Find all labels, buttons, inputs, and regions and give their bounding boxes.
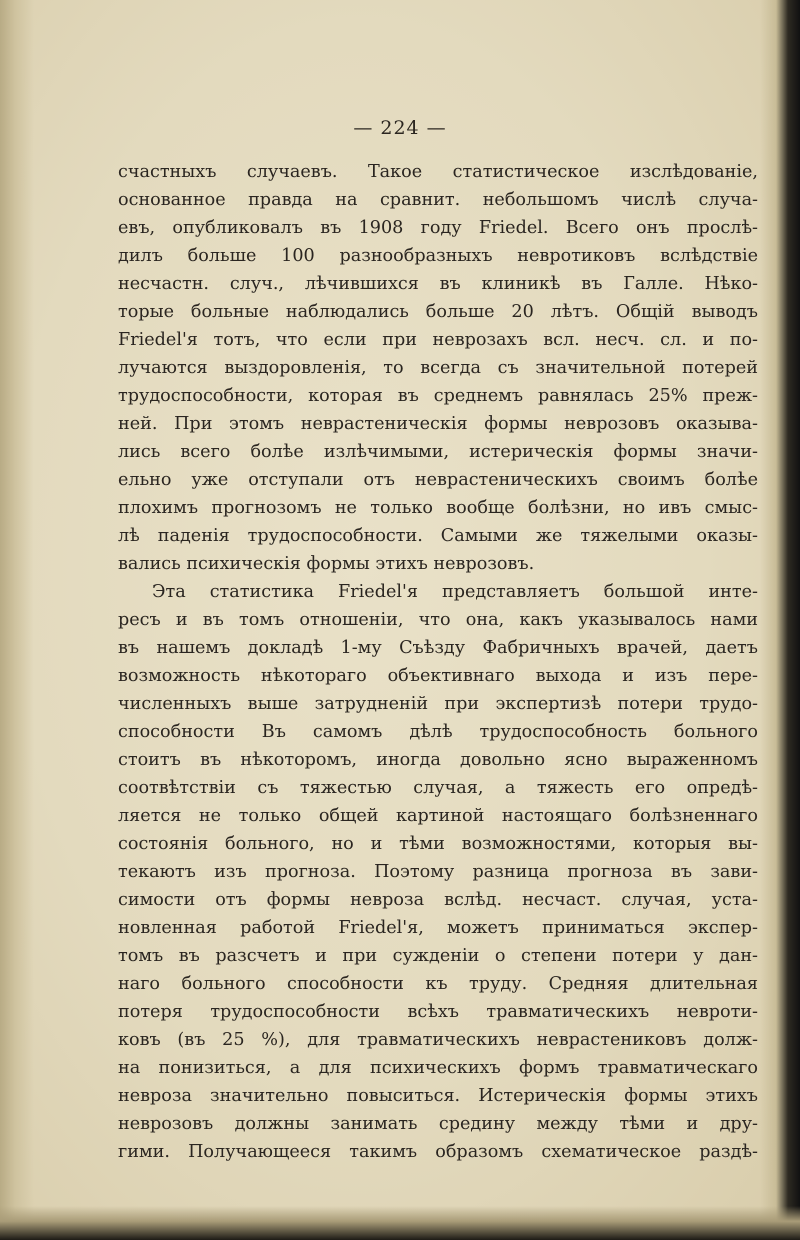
text-line: способности Въ самомъ дѣлѣ трудоспособность больного [118,722,758,742]
text-line: невроза значительно повыситься. Истерическія формы этихъ [118,1086,758,1106]
text-line: симости отъ формы невроза вслѣд. несчаст. случая, уста- [118,890,758,910]
text-line: дилъ больше 100 разнообразныхъ невротиковъ вслѣдствіе [118,246,758,266]
text-line: неврозовъ должны занимать средину между тѣми и дру- [118,1114,758,1134]
text-line: новленная работой Friedel'я, можетъ приниматься экспер- [118,918,758,938]
page-number: — 224 — [353,117,447,139]
text-line: на понизиться, а для психическихъ формъ травматическаго [118,1058,758,1078]
body-text [118,158,758,1166]
text-line: наго больного способности къ труду. Средняя длительная [118,974,758,994]
text-line: ресъ и въ томъ отношеніи, что она, какъ указывалось нами [118,610,758,630]
text-line: текаютъ изъ прогноза. Поэтому разница прогноза въ зави- [118,862,758,882]
text-line: счастныхъ случаевъ. Такое статистическое изслѣдованіе, [118,162,758,182]
text-line: трудоспособности, которая въ среднемъ равнялась 25% преж- [118,386,758,406]
text-line: лись всего болѣе излѣчимыми, истерическія формы значи- [118,442,758,462]
text-line: стоитъ въ нѣкоторомъ, иногда довольно ясно выраженномъ [118,750,758,770]
text-line: ельно уже отступали отъ неврастеническихъ своимъ болѣе [118,470,758,490]
text-line: лѣ паденія трудоспособности. Самыми же тяжелыми оказы- [118,526,758,546]
text-line: вались психическія формы этихъ неврозовъ. [118,554,535,574]
text-line: несчастн. случ., лѣчившихся въ клиникѣ въ Галле. Нѣко- [118,274,758,294]
text-line: ляется не только общей картиной настоящаго болѣзненнаго [118,806,758,826]
text-line: гими. Получающееся такимъ образомъ схематическое раздѣ- [118,1142,758,1162]
text-line: торые больные наблюдались больше 20 лѣтъ. Общій выводъ [118,302,758,322]
text-line: основанное правда на сравнит. небольшомъ числѣ случа- [118,190,758,210]
text-line: томъ въ разсчетъ и при сужденіи о степени потери у дан- [118,946,758,966]
text-line: въ нашемъ докладѣ 1-му Съѣзду Фабричныхъ врачей, даетъ [118,638,758,658]
binding-shadow [0,0,34,1240]
text-line: евъ, опубликовалъ въ 1908 году Friedel. Всего онъ прослѣ- [118,218,758,238]
text-line: состоянія больного, но и тѣми возможностями, которыя вы- [118,834,758,854]
text-line: Friedel'я тотъ, что если при неврозахъ всл. несч. сл. и по- [118,330,758,350]
text-line: ковъ (въ 25 %), для травматическихъ неврастениковъ долж- [118,1030,758,1050]
text-line: плохимъ прогнозомъ не только вообще болѣзни, но ивъ смыс- [118,498,758,518]
text-line: численныхъ выше затрудненій при экспертизѣ потери трудо- [118,694,758,714]
text-line: возможность нѣкотораго объективнаго выхода и изъ пере- [118,666,758,686]
text-line: соотвѣтствіи съ тяжестью случая, а тяжесть его опредѣ- [118,778,758,798]
text-line: ней. При этомъ неврастеническія формы неврозовъ оказыва- [118,414,758,434]
scan-bottom-border [0,1206,800,1240]
text-line: Эта статистика Friedel'я представляетъ большой инте- [152,582,758,602]
scan-right-border [760,0,800,1240]
text-line: лучаются выздоровленія, то всегда съ значительной потерей [118,358,758,378]
text-line: потеря трудоспособности всѣхъ травматическихъ невроти- [118,1002,758,1022]
